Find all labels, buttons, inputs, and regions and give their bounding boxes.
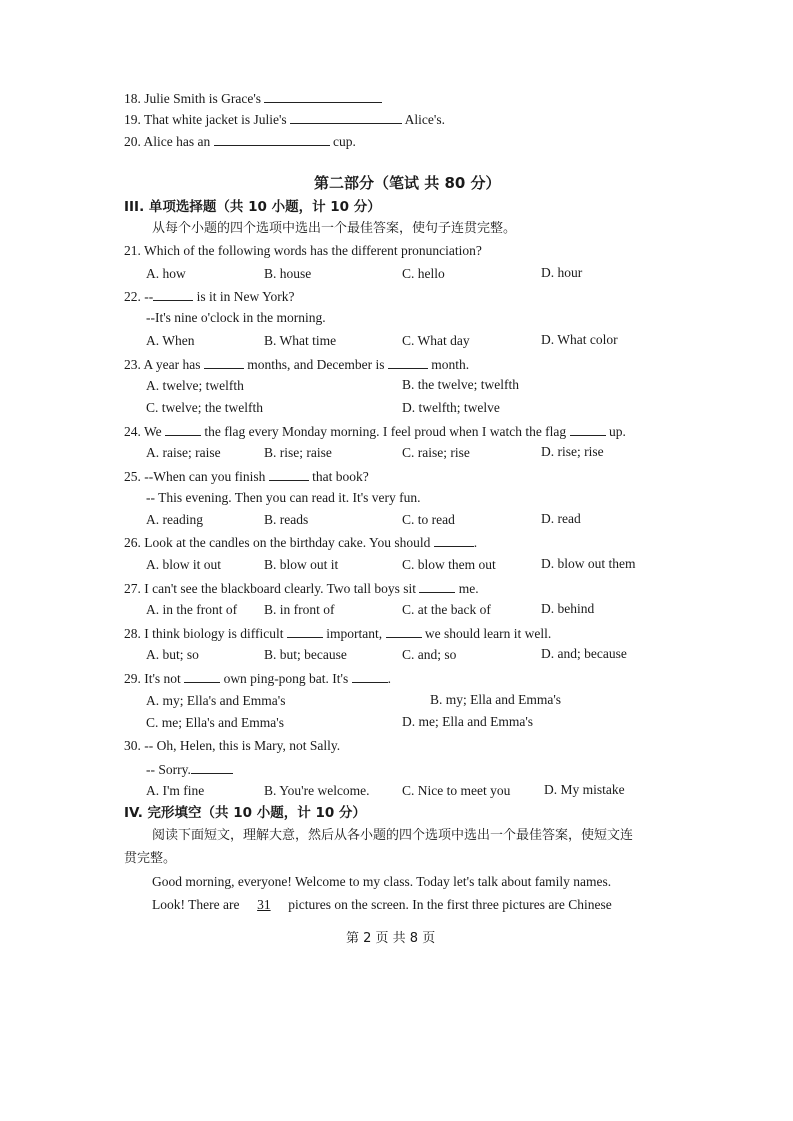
answer-blank — [153, 288, 193, 301]
option-b: B. the twelve; twelfth — [402, 377, 519, 392]
option-a: A. I'm fine — [146, 783, 205, 798]
q26-stem-end: . — [473, 535, 478, 550]
answer-blank — [204, 356, 244, 369]
answer-blank — [191, 761, 233, 774]
section-3-instruction: 从每个小题的四个选项中选出一个最佳答案，使句子连贯完整。 — [152, 221, 517, 236]
option-b: B. in front of — [264, 602, 335, 617]
question-30-reply — [146, 761, 233, 778]
option-a: A. twelve; twelfth — [146, 378, 244, 393]
option-a: A. When — [146, 333, 195, 348]
q23-stem-start: 23. A year has — [124, 357, 201, 372]
option-c: C. to read — [402, 512, 455, 527]
blank-number-31: 31 — [257, 897, 271, 912]
option-c: C. blow them out — [402, 557, 496, 572]
option-c: C. Nice to meet you — [402, 783, 511, 798]
q24-stem-middle: the flag every Monday morning. I feel proud when I watch the flag — [204, 424, 567, 439]
section-4-instruction: 阅读下面短文，理解大意，然后从各小题的四个选项中选出一个最佳答案，使短文连 — [152, 828, 634, 843]
option-b: B. What time — [264, 333, 337, 348]
answer-blank — [287, 625, 323, 638]
option-d: D. behind — [541, 601, 595, 616]
option-d: D. My mistake — [544, 782, 625, 797]
q23-stem-end: month. — [431, 357, 470, 372]
q23-stem-middle: months, and December is — [247, 357, 385, 372]
question-20 — [124, 133, 356, 150]
question-28-stem — [124, 625, 551, 642]
answer-blank — [184, 670, 220, 683]
option-c: C. and; so — [402, 647, 457, 662]
question-30-stem: 30. -- Oh, Helen, this is Mary, not Sally. — [124, 738, 341, 753]
option-b: B. You're welcome. — [264, 783, 370, 798]
q18-text: 18. Julie Smith is Grace's — [124, 91, 262, 106]
answer-blank — [570, 423, 606, 436]
q22-stem-end: is it in New York? — [196, 289, 295, 304]
question-21-stem: 21. Which of the following words has the different pronunciation? — [124, 243, 482, 258]
q20-text-end: cup. — [332, 134, 356, 149]
q27-stem-end: me. — [458, 581, 479, 596]
option-c: C. raise; rise — [402, 445, 470, 460]
option-b: B. my; Ella and Emma's — [430, 692, 562, 707]
option-b: B. rise; raise — [264, 445, 332, 460]
question-25-reply: -- This evening. Then you can read it. It's very fun. — [146, 490, 421, 505]
q20-text: 20. Alice has an — [124, 134, 211, 149]
option-c: C. hello — [402, 266, 445, 281]
option-a: A. but; so — [146, 647, 199, 662]
part-title: 第二部分（笔试 共 80 分） — [314, 174, 501, 192]
q19-text-end: Alice's. — [404, 112, 445, 127]
q25-stem-start: 25. --When can you finish — [124, 469, 266, 484]
option-c: C. me; Ella's and Emma's — [146, 715, 284, 730]
q27-stem-start: 27. I can't see the blackboard clearly. Two tall boys sit — [124, 581, 417, 596]
q29-stem-start: 29. It's not — [124, 671, 181, 686]
option-d: D. and; because — [541, 646, 627, 661]
option-b: B. blow out it — [264, 557, 339, 572]
option-b: B. house — [264, 266, 312, 281]
option-a: A. my; Ella's and Emma's — [146, 693, 286, 708]
option-a: A. in the front of — [146, 602, 238, 617]
answer-blank — [419, 580, 455, 593]
option-c: C. What day — [402, 333, 470, 348]
question-29-stem — [124, 670, 391, 687]
option-d: D. twelfth; twelve — [402, 400, 500, 415]
answer-blank — [352, 670, 388, 683]
answer-blank — [165, 423, 201, 436]
answer-blank — [290, 111, 402, 124]
option-d: D. read — [541, 511, 581, 526]
question-19 — [124, 111, 445, 128]
q28-stem-end: we should learn it well. — [424, 626, 552, 641]
question-18 — [124, 90, 382, 107]
answer-blank — [386, 625, 422, 638]
option-a: A. how — [146, 266, 186, 281]
option-a: A. reading — [146, 512, 203, 527]
answer-blank — [269, 468, 309, 481]
section-4-title: IV. 完形填空（共 10 小题，计 10 分） — [124, 805, 366, 821]
q28-stem-middle: important, — [326, 626, 383, 641]
q22-stem-start: 22. -- — [124, 289, 154, 304]
question-22-stem — [124, 288, 295, 305]
q24-stem-end: up. — [608, 424, 626, 439]
answer-blank — [434, 534, 474, 547]
page-footer: 第 2 页 共 8 页 — [346, 931, 436, 946]
answer-blank — [388, 356, 428, 369]
option-d: D. hour — [541, 265, 583, 280]
option-b: B. but; because — [264, 647, 347, 662]
option-d: D. What color — [541, 332, 618, 347]
passage-paragraph-2 — [152, 897, 612, 913]
option-d: D. blow out them — [541, 556, 636, 571]
section-3-title: III. 单项选择题（共 10 小题，计 10 分） — [124, 199, 381, 215]
q19-text: 19. That white jacket is Julie's — [124, 112, 287, 127]
q24-stem-start: 24. We — [124, 424, 162, 439]
option-a: A. raise; raise — [146, 445, 221, 460]
q25-stem-end: that book? — [312, 469, 369, 484]
q26-stem-start: 26. Look at the candles on the birthday cake. You should — [124, 535, 431, 550]
passage-text: Look! There are — [152, 897, 240, 912]
question-23-stem — [124, 356, 469, 373]
option-c: C. at the back of — [402, 602, 491, 617]
option-a: A. blow it out — [146, 557, 222, 572]
section-4-instruction-cont: 贯完整。 — [124, 851, 177, 866]
q29-stem-end: . — [387, 671, 391, 686]
answer-blank — [264, 90, 382, 103]
passage-text-cont: pictures on the screen. In the first three pictures are Chinese — [288, 897, 612, 912]
question-26-stem — [124, 534, 477, 551]
q28-stem-start: 28. I think biology is difficult — [124, 626, 284, 641]
option-c: C. twelve; the twelfth — [146, 400, 263, 415]
question-27-stem — [124, 580, 479, 597]
option-d: D. rise; rise — [541, 444, 604, 459]
passage-paragraph-1: Good morning, everyone! Welcome to my class. Today let's talk about family names. — [152, 874, 612, 889]
question-22-reply: --It's nine o'clock in the morning. — [146, 310, 326, 325]
answer-blank — [214, 133, 330, 146]
question-25-stem — [124, 468, 369, 485]
option-b: B. reads — [264, 512, 309, 527]
q29-stem-middle: own ping-pong bat. It's — [223, 671, 349, 686]
q30-reply-text: -- Sorry. — [146, 762, 191, 777]
question-24-stem — [124, 423, 626, 440]
option-d: D. me; Ella and Emma's — [402, 714, 534, 729]
